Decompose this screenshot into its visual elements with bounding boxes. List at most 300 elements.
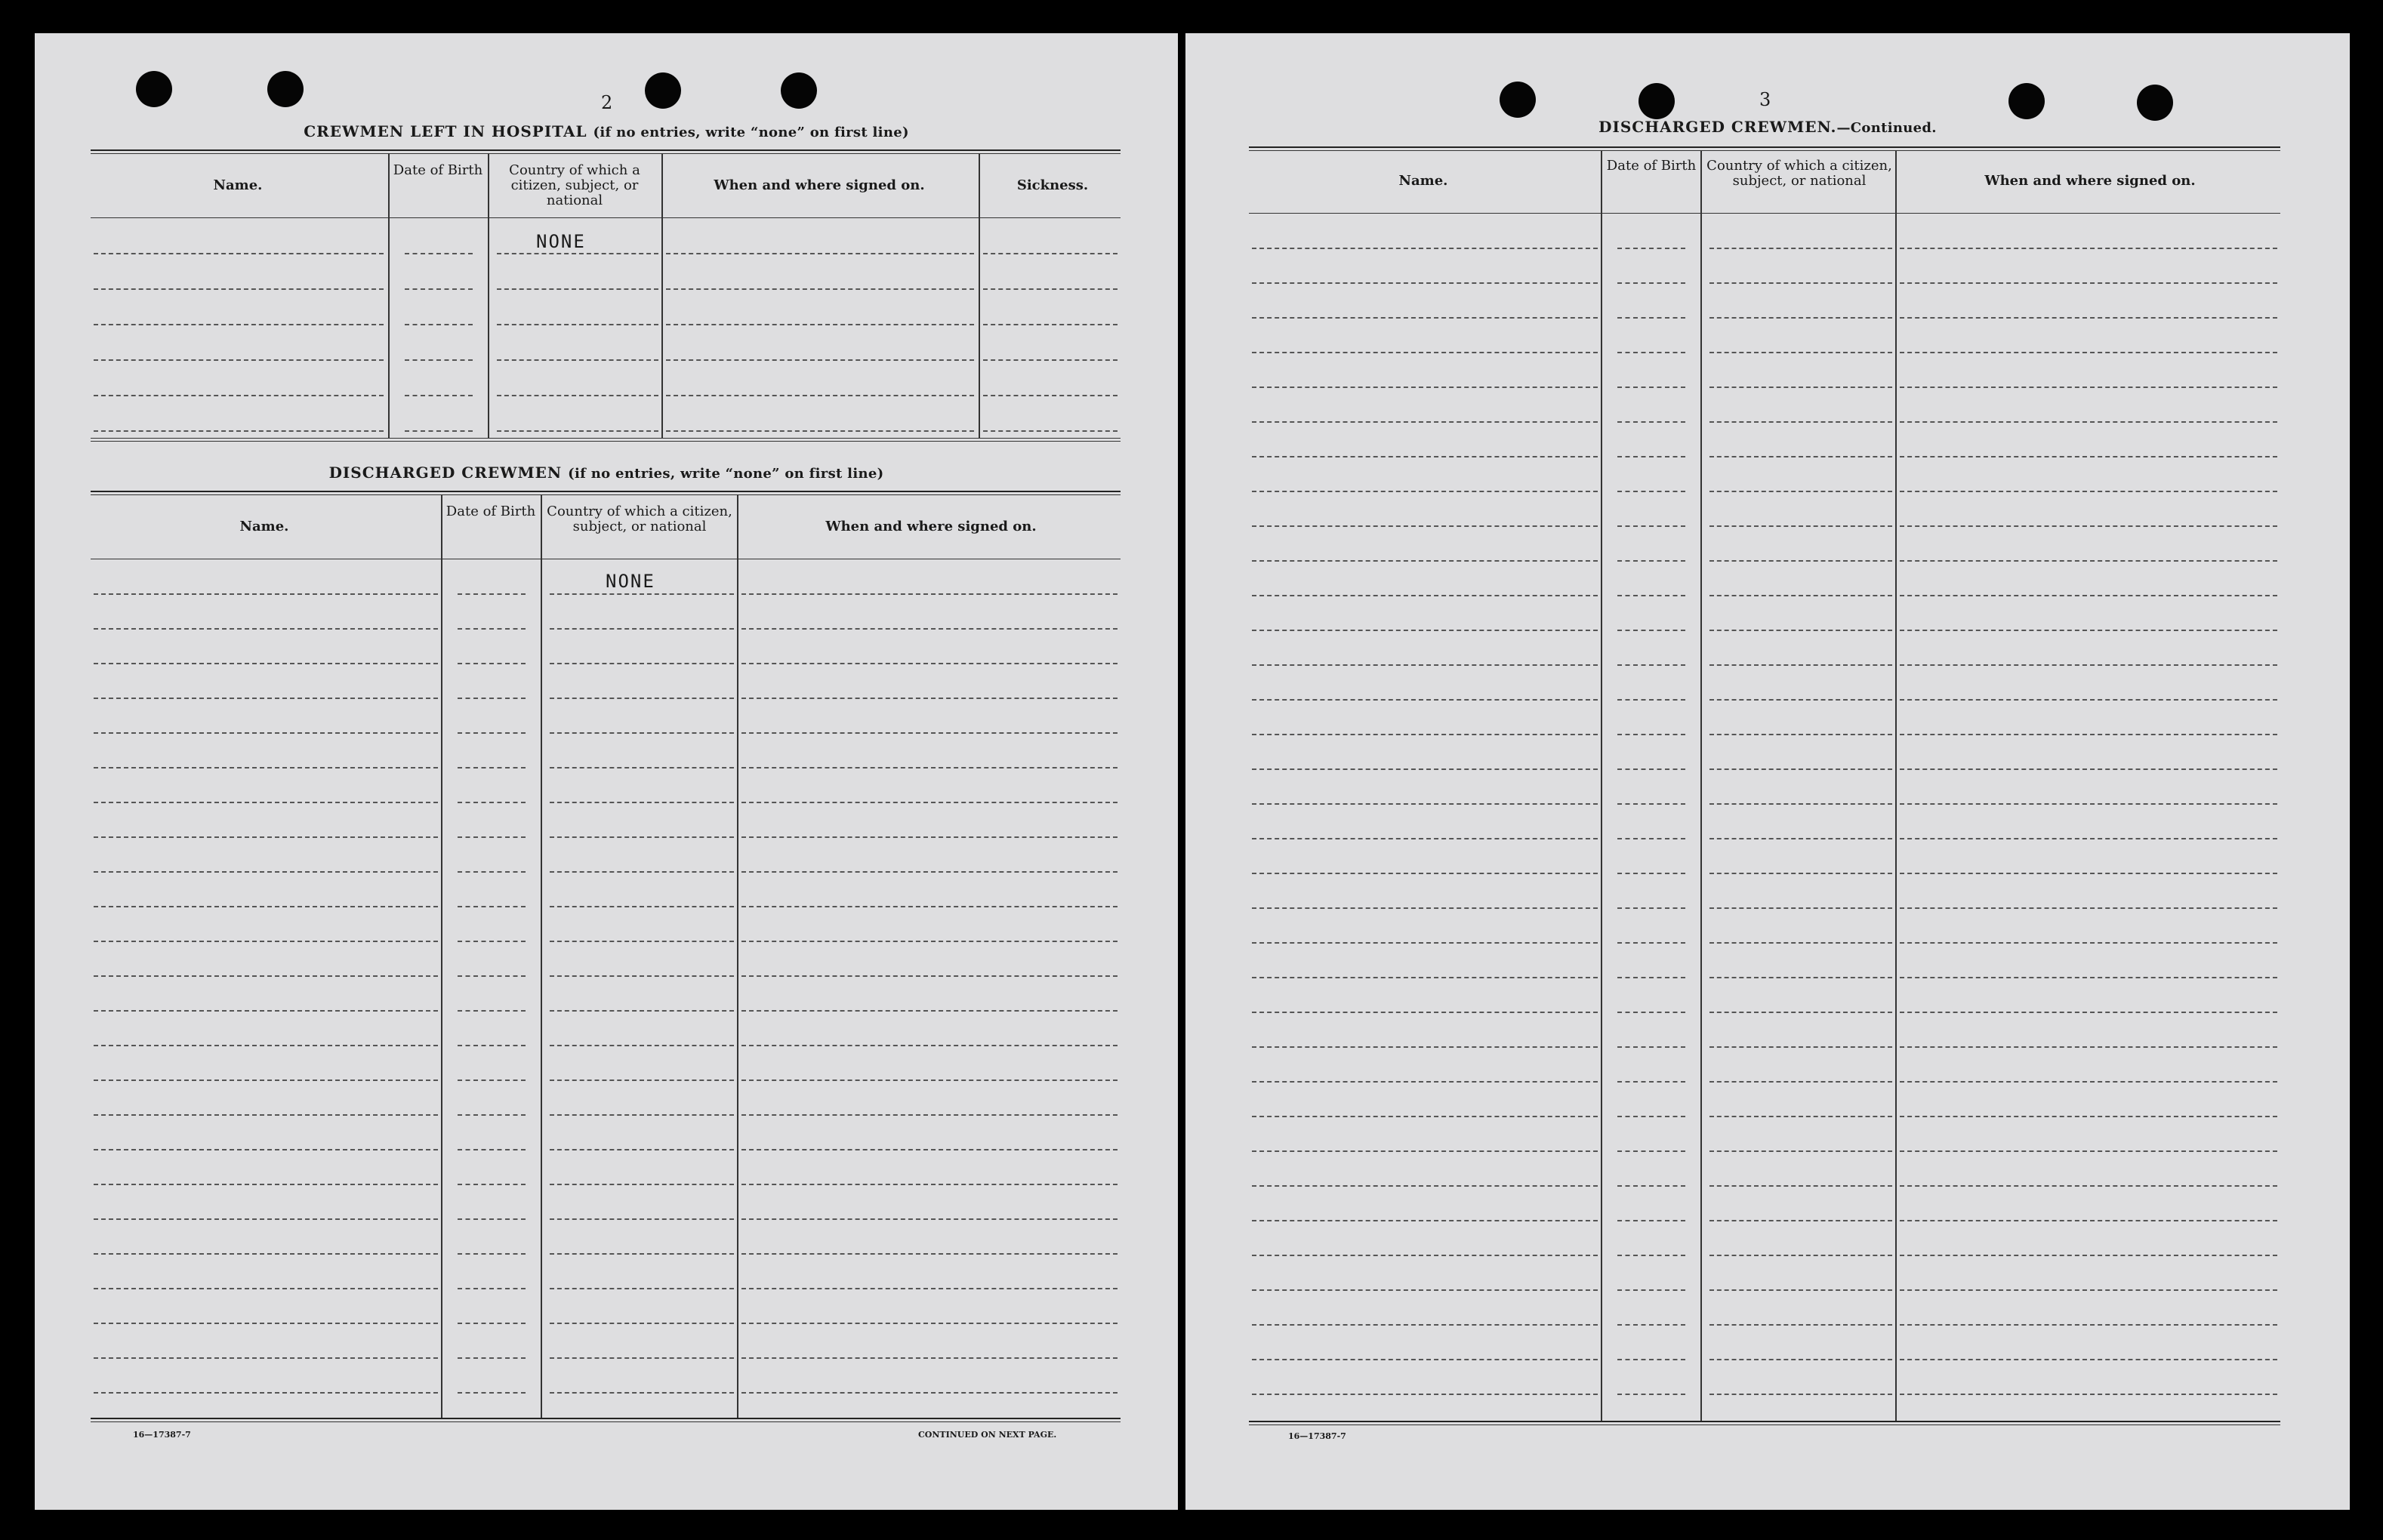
ruled-line: [405, 430, 473, 432]
ruled-line: [94, 975, 438, 977]
ruled-line: [741, 628, 1118, 630]
column-divider: [441, 495, 442, 1418]
ruled-line: [1900, 352, 2277, 353]
right-page: [1185, 33, 2350, 1510]
ruled-line: [1709, 248, 1892, 249]
discharged-header-dob: Date of Birth: [445, 504, 536, 519]
ruled-line: [1617, 352, 1685, 353]
ruled-line: [94, 1045, 438, 1046]
ruled-line: [550, 1253, 734, 1255]
ruled-line: [1709, 1012, 1892, 1013]
ruled-line: [1900, 873, 2277, 874]
ruled-line: [1709, 768, 1892, 770]
ruled-line: [94, 767, 438, 768]
ruled-line: [94, 1218, 438, 1220]
ruled-line: [94, 1080, 438, 1081]
ruled-line: [1617, 421, 1685, 423]
ruled-line: [550, 836, 734, 838]
ruled-line: [405, 324, 473, 325]
column-divider: [488, 154, 489, 438]
ruled-line: [666, 395, 974, 396]
ruled-line: [550, 1010, 734, 1012]
ruled-line: [741, 1357, 1118, 1359]
ruled-line: [1617, 1220, 1685, 1221]
ruled-line: [1252, 1394, 1598, 1395]
ruled-line: [741, 802, 1118, 803]
ruled-line: [1900, 421, 2277, 423]
ruled-line: [1617, 456, 1685, 457]
ruled-line: [1617, 907, 1685, 909]
ruled-line: [94, 941, 438, 942]
ruled-line: [550, 941, 734, 942]
punch-hole: [2137, 85, 2173, 121]
ruled-line: [1617, 1185, 1685, 1187]
ruled-line: [1900, 1220, 2277, 1221]
ruled-line: [741, 906, 1118, 907]
ruled-line: [1617, 1255, 1685, 1256]
ruled-line: [1900, 1255, 2277, 1256]
ruled-line: [1617, 1394, 1685, 1395]
ruled-line: [1252, 1185, 1598, 1187]
ruled-line: [550, 871, 734, 873]
continued-note: CONTINUED ON NEXT PAGE.: [918, 1430, 1057, 1440]
ruled-line: [1617, 491, 1685, 492]
ruled-line: [983, 430, 1118, 432]
ruled-line: [1252, 768, 1598, 770]
ruled-line: [1252, 456, 1598, 457]
ruled-line: [741, 1149, 1118, 1150]
ruled-line: [1617, 1289, 1685, 1291]
ruled-line: [1900, 664, 2277, 666]
ruled-line: [94, 698, 438, 699]
column-divider: [1601, 151, 1602, 1421]
hospital-subtitle: (if no entries, write “none” on first line): [593, 125, 909, 140]
ruled-line: [1709, 1220, 1892, 1221]
ruled-line: [458, 698, 526, 699]
ruled-line: [1252, 1220, 1598, 1221]
ruled-line: [550, 906, 734, 907]
ruled-line: [94, 732, 438, 734]
ruled-line: [1900, 1081, 2277, 1083]
ruled-line: [1709, 803, 1892, 805]
ruled-line: [741, 1288, 1118, 1289]
column-divider: [737, 495, 738, 1418]
ruled-line: [741, 1253, 1118, 1255]
ruled-line: [1900, 907, 2277, 909]
ruled-line: [983, 359, 1118, 361]
ruled-line: [458, 1184, 526, 1185]
ruled-line: [550, 663, 734, 664]
ruled-line: [1252, 352, 1598, 353]
ruled-line: [1252, 1150, 1598, 1152]
ruled-line: [741, 1010, 1118, 1012]
ruled-line: [550, 1184, 734, 1185]
ruled-line: [1709, 1255, 1892, 1256]
ruled-line: [1709, 1046, 1892, 1048]
ruled-line: [458, 732, 526, 734]
ruled-line: [1617, 1012, 1685, 1013]
ruled-line: [94, 906, 438, 907]
ruled-line: [405, 253, 473, 254]
column-divider: [661, 154, 663, 438]
ruled-line: [741, 836, 1118, 838]
ruled-line: [458, 1010, 526, 1012]
ruled-line: [1617, 942, 1685, 944]
ruled-line: [1709, 352, 1892, 353]
ruled-line: [497, 395, 658, 396]
ruled-line: [94, 802, 438, 803]
ruled-line: [550, 1357, 734, 1359]
ruled-line: [1617, 525, 1685, 527]
ruled-line: [550, 802, 734, 803]
ruled-line: [550, 593, 734, 595]
ruled-line: [1252, 734, 1598, 735]
ruled-line: [1900, 942, 2277, 944]
discharged-header-signed-on: When and where signed on.: [1984, 173, 2196, 189]
punch-hole: [645, 72, 681, 109]
ruled-line: [983, 324, 1118, 325]
ruled-line: [94, 593, 438, 595]
ruled-line: [1709, 734, 1892, 735]
ruled-line: [1709, 421, 1892, 423]
hospital-header-signed-on: When and where signed on.: [714, 177, 925, 193]
ruled-line: [1900, 1289, 2277, 1291]
ruled-line: [1252, 1255, 1598, 1256]
ruled-line: [550, 1323, 734, 1324]
ruled-line: [550, 1114, 734, 1116]
hospital-header-sickness: Sickness.: [1016, 177, 1089, 193]
ruled-line: [1617, 1116, 1685, 1117]
form-number: 16—17387-7: [1288, 1431, 1346, 1441]
ruled-line: [1617, 977, 1685, 978]
ruled-line: [1900, 699, 2277, 701]
ruled-line: [94, 395, 384, 396]
discharged-section-title: [35, 464, 1178, 482]
ruled-line: [1252, 1046, 1598, 1048]
ruled-line: [458, 663, 526, 664]
ruled-line: [1252, 803, 1598, 805]
ruled-line: [1252, 838, 1598, 839]
ruled-line: [1900, 456, 2277, 457]
ruled-line: [741, 698, 1118, 699]
ruled-line: [1252, 664, 1598, 666]
ruled-line: [741, 732, 1118, 734]
ruled-line: [1252, 907, 1598, 909]
ruled-line: [741, 1323, 1118, 1324]
hospital-section-title: [35, 122, 1178, 140]
page-number: 3: [1759, 89, 1771, 110]
ruled-line: [1900, 248, 2277, 249]
ruled-line: [1617, 387, 1685, 388]
ruled-line: [1252, 525, 1598, 527]
form-number: 16—17387-7: [133, 1430, 191, 1440]
ruled-line: [1709, 942, 1892, 944]
ruled-line: [1900, 1046, 2277, 1048]
ruled-line: [666, 288, 974, 290]
ruled-line: [94, 359, 384, 361]
ruled-line: [1709, 630, 1892, 631]
ruled-line: [1900, 1150, 2277, 1152]
ruled-line: [1252, 873, 1598, 874]
punch-hole: [1639, 83, 1675, 119]
ruled-line: [497, 359, 658, 361]
ruled-line: [550, 1392, 734, 1394]
ruled-line: [458, 628, 526, 630]
ruled-line: [1252, 630, 1598, 631]
ruled-line: [458, 941, 526, 942]
ruled-line: [94, 871, 438, 873]
left-page: [35, 33, 1178, 1510]
ruled-line: [550, 1080, 734, 1081]
ruled-line: [666, 253, 974, 254]
ruled-line: [550, 1288, 734, 1289]
ruled-line: [1900, 838, 2277, 839]
ruled-line: [1617, 1359, 1685, 1360]
ruled-line: [458, 836, 526, 838]
ruled-line: [1709, 873, 1892, 874]
ruled-line: [458, 1080, 526, 1081]
ruled-line: [741, 941, 1118, 942]
ruled-line: [983, 288, 1118, 290]
ruled-line: [1900, 803, 2277, 805]
ruled-line: [1709, 560, 1892, 562]
ruled-line: [94, 253, 384, 254]
discharged-header-signed-on: When and where signed on.: [825, 519, 1037, 534]
ruled-line: [1900, 1359, 2277, 1360]
ruled-line: [1900, 1116, 2277, 1117]
ruled-line: [497, 430, 658, 432]
ruled-line: [1617, 768, 1685, 770]
ruled-line: [550, 1218, 734, 1220]
ruled-line: [1709, 1359, 1892, 1360]
ruled-line: [550, 767, 734, 768]
ruled-line: [741, 767, 1118, 768]
ruled-line: [458, 871, 526, 873]
ruled-line: [1709, 456, 1892, 457]
ruled-line: [94, 1149, 438, 1150]
ruled-line: [94, 1114, 438, 1116]
ruled-line: [1617, 1081, 1685, 1083]
ruled-line: [458, 1288, 526, 1289]
ruled-line: [550, 975, 734, 977]
punch-hole: [2008, 83, 2045, 119]
punch-hole: [781, 72, 817, 109]
ruled-line: [94, 1010, 438, 1012]
ruled-line: [983, 253, 1118, 254]
discharged-title: DISCHARGED CREWMEN.: [1598, 118, 1837, 136]
ruled-line: [1709, 491, 1892, 492]
ruled-line: [1617, 595, 1685, 596]
ruled-line: [94, 1323, 438, 1324]
discharged-subtitle: —Continued.: [1836, 120, 1937, 136]
ruled-line: [1617, 838, 1685, 839]
ruled-line: [1900, 1394, 2277, 1395]
ruled-line: [1900, 595, 2277, 596]
discharged-entry: NONE: [606, 571, 655, 592]
ruled-line: [1900, 525, 2277, 527]
ruled-line: [1709, 664, 1892, 666]
discharged-continued-title: [1185, 118, 2350, 136]
ruled-line: [1252, 317, 1598, 319]
ruled-line: [741, 1114, 1118, 1116]
punch-hole: [136, 71, 172, 107]
ruled-line: [1252, 1012, 1598, 1013]
ruled-line: [666, 430, 974, 432]
ruled-line: [550, 698, 734, 699]
ruled-line: [1252, 1289, 1598, 1291]
ruled-line: [94, 836, 438, 838]
ruled-line: [1900, 1012, 2277, 1013]
ruled-line: [1709, 317, 1892, 319]
ruled-line: [94, 663, 438, 664]
ruled-line: [741, 593, 1118, 595]
ruled-line: [1709, 1116, 1892, 1117]
ruled-line: [1900, 1324, 2277, 1326]
ruled-line: [550, 1149, 734, 1150]
ruled-line: [1709, 1185, 1892, 1187]
discharged-header-dob: Date of Birth: [1606, 158, 1697, 174]
ruled-line: [458, 1253, 526, 1255]
ruled-line: [1617, 699, 1685, 701]
ruled-line: [1252, 491, 1598, 492]
ruled-line: [405, 288, 473, 290]
ruled-line: [94, 1184, 438, 1185]
ruled-line: [1252, 942, 1598, 944]
ruled-line: [1900, 977, 2277, 978]
ruled-line: [94, 1253, 438, 1255]
ruled-line: [1252, 421, 1598, 423]
ruled-line: [1709, 525, 1892, 527]
ruled-line: [666, 359, 974, 361]
ruled-line: [741, 975, 1118, 977]
ruled-line: [1709, 282, 1892, 284]
ruled-line: [1252, 1116, 1598, 1117]
ruled-line: [458, 802, 526, 803]
column-divider: [979, 154, 980, 438]
ruled-line: [497, 288, 658, 290]
ruled-line: [1900, 768, 2277, 770]
ruled-line: [666, 324, 974, 325]
ruled-line: [1252, 977, 1598, 978]
ruled-line: [1617, 803, 1685, 805]
ruled-line: [1617, 734, 1685, 735]
hospital-header-dob: Date of Birth: [393, 162, 483, 178]
discharged-header-name: Name.: [1398, 173, 1448, 189]
ruled-line: [1617, 282, 1685, 284]
ruled-line: [1252, 699, 1598, 701]
ruled-line: [1709, 1324, 1892, 1326]
ruled-line: [94, 1288, 438, 1289]
ruled-line: [1709, 838, 1892, 839]
ruled-line: [1900, 734, 2277, 735]
ruled-line: [1252, 1324, 1598, 1326]
ruled-line: [1900, 630, 2277, 631]
ruled-line: [458, 767, 526, 768]
ruled-line: [1252, 1359, 1598, 1360]
ruled-line: [1617, 317, 1685, 319]
punch-hole: [267, 71, 304, 107]
ruled-line: [550, 732, 734, 734]
ruled-line: [1252, 1081, 1598, 1083]
ruled-line: [1252, 560, 1598, 562]
ruled-line: [741, 1218, 1118, 1220]
ruled-line: [983, 395, 1118, 396]
discharged-header-country: Country of which a citizen, subject, or national: [547, 504, 732, 534]
ruled-line: [94, 1392, 438, 1394]
ruled-line: [1900, 1185, 2277, 1187]
ruled-line: [94, 288, 384, 290]
hospital-entry: NONE: [536, 231, 586, 252]
ruled-line: [1709, 1394, 1892, 1395]
ruled-line: [94, 1357, 438, 1359]
ruled-line: [458, 1218, 526, 1220]
ruled-line: [1252, 248, 1598, 249]
discharged-header-name: Name.: [239, 519, 289, 534]
ruled-line: [1617, 1046, 1685, 1048]
ruled-line: [741, 1184, 1118, 1185]
hospital-header-country: Country of which a citizen, subject, or national: [509, 162, 640, 208]
ruled-line: [1709, 977, 1892, 978]
ruled-line: [1900, 282, 2277, 284]
ruled-line: [550, 628, 734, 630]
ruled-line: [458, 1045, 526, 1046]
column-divider: [388, 154, 390, 438]
ruled-line: [1617, 248, 1685, 249]
ruled-line: [741, 663, 1118, 664]
ruled-line: [550, 1045, 734, 1046]
ruled-line: [497, 324, 658, 325]
ruled-line: [94, 324, 384, 325]
ruled-line: [1709, 699, 1892, 701]
punch-hole: [1500, 82, 1536, 118]
ruled-line: [1709, 1081, 1892, 1083]
ruled-line: [1900, 560, 2277, 562]
ruled-line: [1252, 387, 1598, 388]
ruled-line: [1617, 873, 1685, 874]
ruled-line: [741, 871, 1118, 873]
column-divider: [1700, 151, 1702, 1421]
ruled-line: [1252, 595, 1598, 596]
hospital-header-name: Name.: [213, 177, 263, 193]
ruled-line: [1617, 664, 1685, 666]
ruled-line: [741, 1045, 1118, 1046]
ruled-line: [741, 1080, 1118, 1081]
ruled-line: [94, 628, 438, 630]
ruled-line: [1709, 907, 1892, 909]
ruled-line: [1709, 1289, 1892, 1291]
ruled-line: [1900, 491, 2277, 492]
ruled-line: [458, 1357, 526, 1359]
ruled-line: [458, 975, 526, 977]
ruled-line: [405, 395, 473, 396]
ruled-line: [1252, 282, 1598, 284]
ruled-line: [497, 253, 658, 254]
hospital-title: CREWMEN LEFT IN HOSPITAL: [304, 122, 587, 140]
ruled-line: [741, 1392, 1118, 1394]
discharged-header-country: Country of which a citizen, subject, or national: [1706, 158, 1892, 189]
ruled-line: [1709, 1150, 1892, 1152]
page-number: 2: [601, 92, 613, 113]
ruled-line: [458, 1323, 526, 1324]
ruled-line: [1617, 1324, 1685, 1326]
ruled-line: [458, 593, 526, 595]
ruled-line: [1900, 317, 2277, 319]
ruled-line: [458, 1392, 526, 1394]
ruled-line: [1709, 595, 1892, 596]
ruled-line: [1617, 630, 1685, 631]
ruled-line: [1900, 387, 2277, 388]
column-divider: [1895, 151, 1897, 1421]
